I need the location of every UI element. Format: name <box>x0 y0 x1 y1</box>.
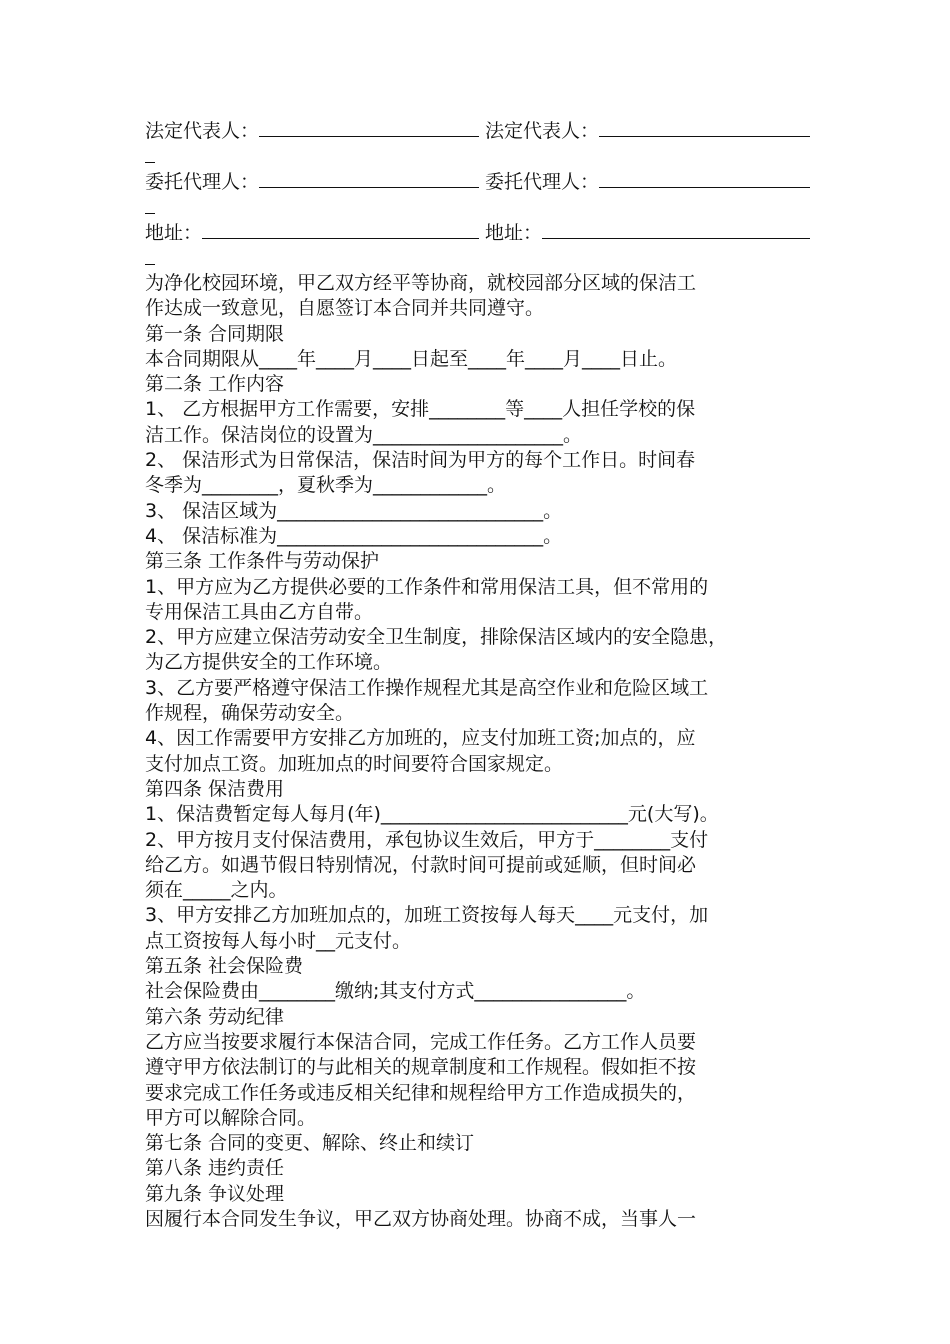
party-a-legal-rep-blank[interactable] <box>259 118 479 137</box>
body-line: 4、 保洁标准为____________________________。 <box>145 524 563 547</box>
party-b-agent-blank[interactable] <box>599 169 810 188</box>
body-line: 洁工作。保洁岗位的设置为____________________。 <box>145 423 583 446</box>
body-line: 遵守甲方依法制订的与此相关的规章制度和工作规程。假如拒不按 <box>145 1056 697 1079</box>
body-line: 3、乙方要严格遵守保洁工作操作规程尤其是高空作业和危险区域工 <box>145 676 709 699</box>
body-line: 3、甲方安排乙方加班加点的，加班工资按每人每天____元支付，加 <box>145 904 709 927</box>
signature-block <box>145 118 810 271</box>
contract-body <box>145 271 810 1232</box>
party-b-address-blank[interactable] <box>542 220 810 239</box>
party-a-agent-label: 委托代理人： <box>145 171 260 193</box>
signature-row-wrap <box>145 195 810 220</box>
body-line: 2、甲方应建立保洁劳动安全卫生制度，排除保洁区域内的安全隐患， <box>145 626 728 649</box>
party-b-legal-rep-label: 法定代表人： <box>485 120 600 142</box>
article-heading: 第八条 违约责任 <box>145 1157 285 1180</box>
body-line: 本合同期限从____年____月____日起至____年____月____日止。 <box>145 347 678 370</box>
body-line: 点工资按每人每小时__元支付。 <box>145 929 412 952</box>
article-heading: 第九条 争议处理 <box>145 1182 285 1205</box>
body-line: 2、甲方按月支付保洁费用，承包协议生效后，甲方于________支付 <box>145 828 709 851</box>
party-b-address-label: 地址： <box>485 222 543 244</box>
signature-row-wrap <box>145 144 810 169</box>
body-line: 因履行本合同发生争议，甲乙双方协商处理。协商不成，当事人一 <box>145 1207 697 1230</box>
body-line: 社会保险费由________缴纳;其支付方式________________。 <box>145 980 646 1003</box>
party-b-legal-rep-blank[interactable] <box>599 118 810 137</box>
body-line: 冬季为________，夏秋季为____________。 <box>145 474 507 497</box>
document-page <box>145 118 810 1232</box>
body-line: 1、甲方应为乙方提供必要的工作条件和常用保洁工具，但不常用的 <box>145 575 709 598</box>
body-line: 作达成一致意见，自愿签订本合同并共同遵守。 <box>145 297 545 320</box>
body-line: 为净化校园环境，甲乙双方经平等协商，就校园部分区域的保洁工 <box>145 272 697 294</box>
body-line: 作规程，确保劳动安全。 <box>145 702 355 725</box>
article-heading: 第一条 合同期限 <box>145 322 285 345</box>
signature-row-wrap <box>145 246 810 271</box>
signature-row-legal-rep <box>145 118 810 144</box>
body-line: 1、保洁费暂定每人每月(年)__________________________元(大写)。 <box>145 803 719 826</box>
party-a-address-blank[interactable] <box>202 220 479 239</box>
article-heading: 第六条 劳动纪律 <box>145 1005 285 1028</box>
body-line: 4、因工作需要甲方安排乙方加班的，应支付加班工资;加点的，应 <box>145 727 696 750</box>
body-line: 给乙方。如遇节假日特别情况，付款时间可提前或延顺，但时间必 <box>145 853 697 876</box>
party-a-legal-rep-label: 法定代表人： <box>145 120 260 142</box>
body-line: 为乙方提供安全的工作环境。 <box>145 651 393 674</box>
body-line: 专用保洁工具由乙方自带。 <box>145 600 374 623</box>
body-line: 支付加点工资。加班加点的时间要符合国家规定。 <box>145 752 564 775</box>
article-heading: 第七条 合同的变更、解除、终止和续订 <box>145 1132 475 1155</box>
body-line: 3、 保洁区域为____________________________。 <box>145 499 563 522</box>
article-heading: 第四条 保洁费用 <box>145 777 285 800</box>
party-a-address-label: 地址： <box>145 222 203 244</box>
article-heading: 第三条 工作条件与劳动保护 <box>145 550 380 573</box>
party-b-agent-label: 委托代理人： <box>485 171 600 193</box>
body-line: 乙方应当按要求履行本保洁合同，完成工作任务。乙方工作人员要 <box>145 1030 697 1053</box>
body-line: 要求完成工作任务或违反相关纪律和规程给甲方工作造成损失的， <box>145 1081 697 1104</box>
signature-row-address <box>145 220 810 246</box>
article-heading: 第五条 社会保险费 <box>145 955 304 978</box>
article-heading: 第二条 工作内容 <box>145 373 285 396</box>
body-line: 2、 保洁形式为日常保洁，保洁时间为甲方的每个工作日。时间春 <box>145 449 696 472</box>
body-line: 甲方可以解除合同。 <box>145 1106 317 1129</box>
body-line: 须在_____之内。 <box>145 879 288 902</box>
signature-row-agent <box>145 169 810 195</box>
body-line: 1、 乙方根据甲方工作需要，安排________等____人担任学校的保 <box>145 398 696 421</box>
party-a-agent-blank[interactable] <box>259 169 479 188</box>
